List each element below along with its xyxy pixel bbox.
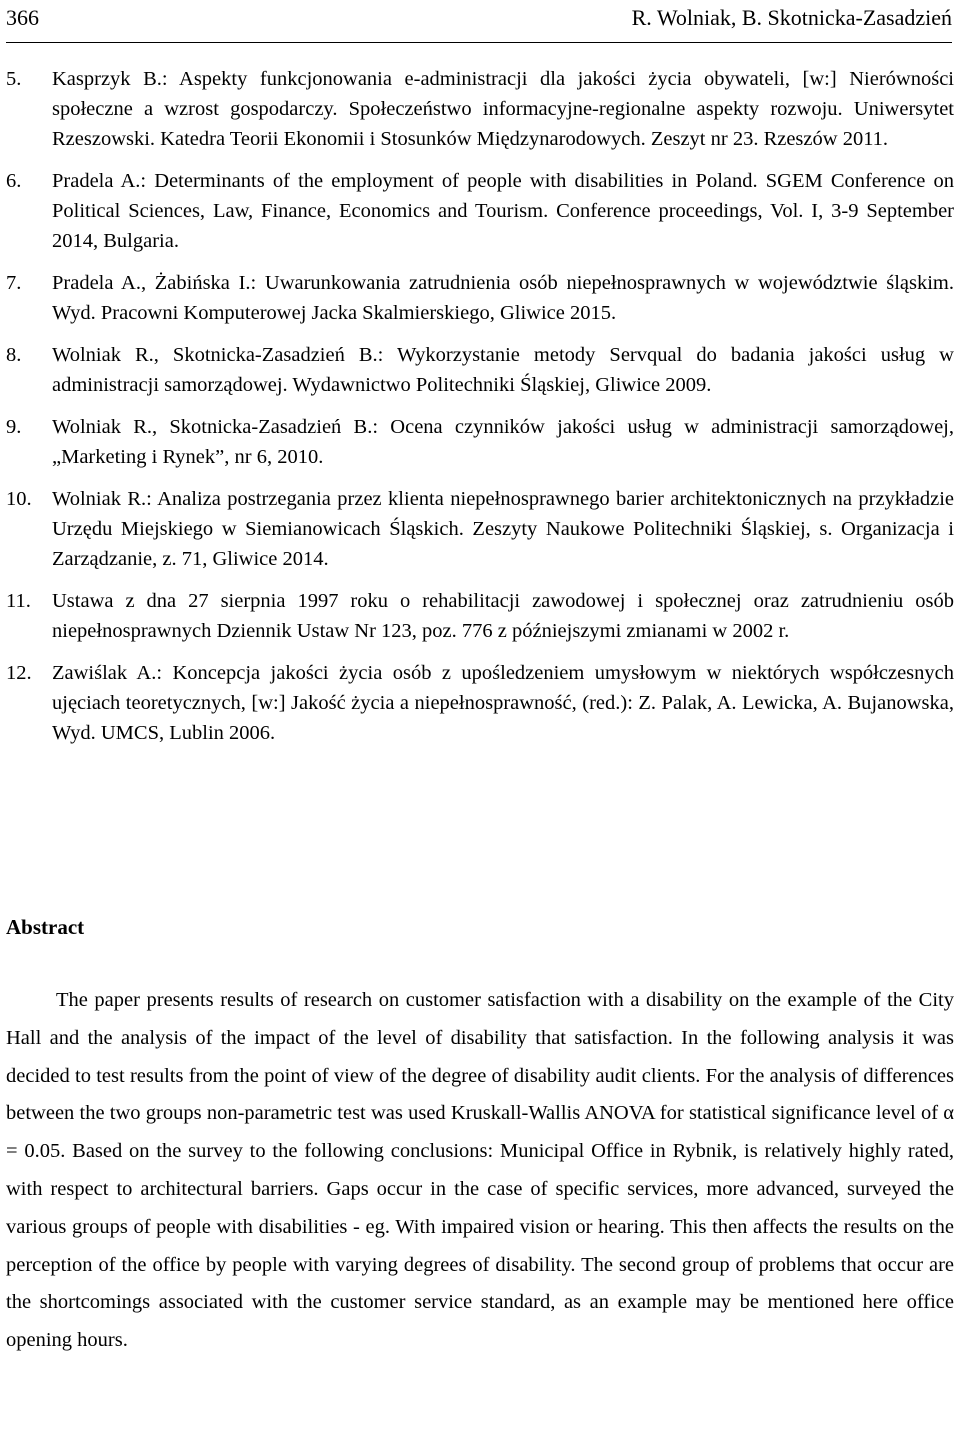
reference-text: Kasprzyk B.: Aspekty funkcjonowania e-administracji dla jakości życia obywateli, [w:] Nierówności społeczne a wzrost gospodarczy. Społeczeństwo informacyjne-regionalne aspekty rozwoju. Uniwersytet Rzeszowski. Katedra Teorii Ekonomii i Stosunków Międzynarodowych. Zeszyt nr 23. Rzeszów 2011. (52, 68, 954, 150)
reference-item (6, 484, 954, 574)
reference-number: 12. (6, 662, 32, 684)
reference-text: Zawiślak A.: Koncepcja jakości życia osób z upośledzeniem umysłowym w niektórych współczesnych ujęciach teoretycznych, [w:] Jakość życia a niepełnosprawność, (red.): Z. Palak, A. Lewicka, A. Bujanowska, Wyd. UMCS, Lublin 2006. (52, 662, 954, 744)
reference-number: 10. (6, 488, 32, 510)
abstract-body: The paper presents results of research on customer satisfaction with a disability on the example of the City Hall and the analysis of the impact of the level of disability that satisfaction. In the following analysis it was decided to test results from the point of view of the degree of disability audit clients. For the analysis of differences between the two groups non-parametric test was used Kruskall-Wallis ANOVA for statistical significance level of α = 0.05. Based on the survey to the following conclusions: Municipal Office in Rybnik, is relatively highly rated, with respect to architectural barriers. Gaps occur in the case of specific services, more advanced, surveyed the various groups of people with disabilities - eg. With impaired vision or hearing. This then affects the results on the perception of the office by people with varying degrees of disability. The second group of problems that occur are the shortcomings associated with the customer service standard, as an example may be mentioned here office opening hours. (6, 989, 954, 1352)
reference-item (6, 64, 954, 154)
reference-text: Wolniak R.: Analiza postrzegania przez klienta niepełnosprawnego barier architektonicznych na przykładzie Urzędu Miejskiego w Siemianowicach Śląskich. Zeszyty Naukowe Politechniki Śląskiej, s. Organizacja i Zarządzanie, z. 71, Gliwice 2014. (52, 488, 954, 570)
reference-text: Wolniak R., Skotnicka-Zasadzień B.: Wykorzystanie metody Servqual do badania jakości usług w administracji samorządowej. Wydawnictwo Politechniki Śląskiej, Gliwice 2009. (52, 344, 954, 396)
reference-item (6, 166, 954, 256)
reference-number: 6. (6, 170, 22, 192)
reference-item (6, 586, 954, 646)
reference-text: Pradela A., Żabińska I.: Uwarunkowania zatrudnienia osób niepełnosprawnych w województwie śląskim. Wyd. Pracowni Komputerowej Jacka Skalmierskiego, Gliwice 2015. (52, 272, 954, 324)
page-number: 366 (6, 5, 39, 30)
reference-item (6, 268, 954, 328)
reference-list (6, 64, 954, 760)
reference-text: Ustawa z dna 27 sierpnia 1997 roku o rehabilitacji zawodowej i społecznej oraz zatrudnieniu osób niepełnosprawnych Dziennik Ustaw Nr 123, poz. 776 z późniejszymi zmianami w 2002 r. (52, 590, 954, 642)
reference-number: 11. (6, 590, 31, 612)
reference-item (6, 340, 954, 400)
reference-number: 8. (6, 344, 22, 366)
running-head: R. Wolniak, B. Skotnicka-Zasadzień (631, 5, 952, 30)
reference-number: 5. (6, 68, 22, 90)
abstract-heading: Abstract (6, 915, 85, 939)
reference-number: 9. (6, 416, 22, 438)
reference-text: Pradela A.: Determinants of the employment of people with disabilities in Poland. SGEM Conference on Political Sciences, Law, Finance, Economics and Tourism. Conference proceedings, Vol. I, 3-9 September 2014, Bulgaria. (52, 170, 954, 252)
reference-number: 7. (6, 272, 22, 294)
page-header (6, 0, 952, 43)
reference-text: Wolniak R., Skotnicka-Zasadzień B.: Ocena czynników jakości usług w administracji samorządowej, „Marketing i Rynek”, nr 6, 2010. (52, 416, 954, 468)
reference-item (6, 412, 954, 472)
reference-item (6, 658, 954, 748)
